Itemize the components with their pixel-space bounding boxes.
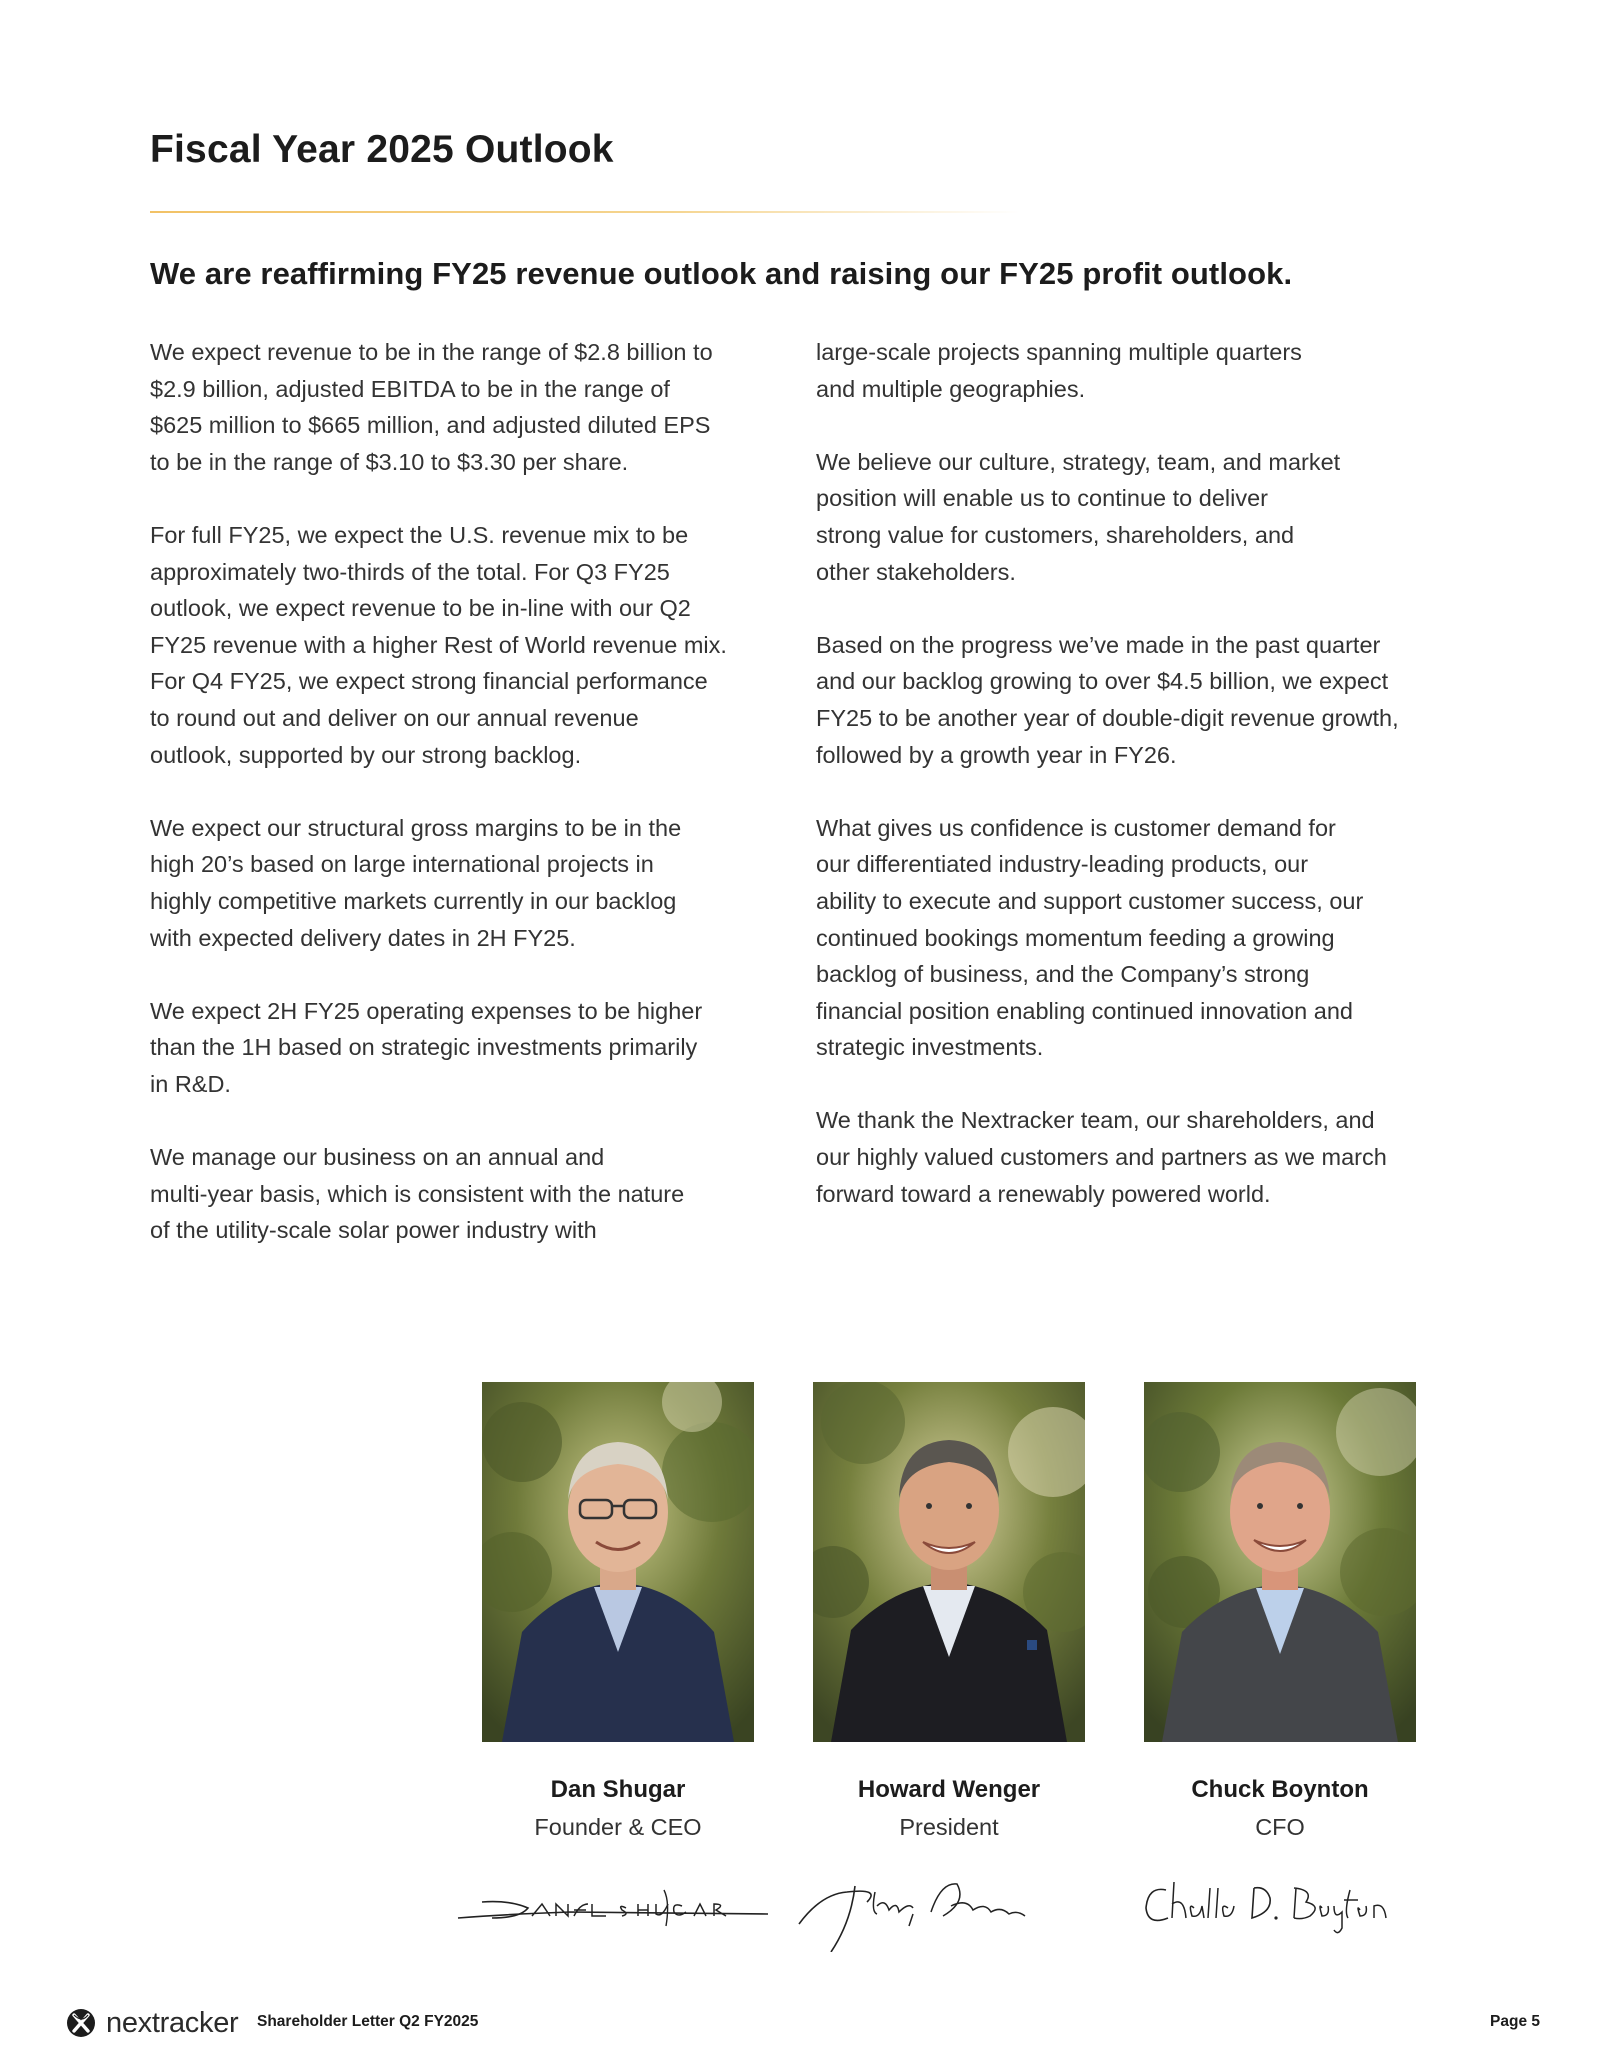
executive-title: CFO <box>1255 1814 1305 1840</box>
executive-title: Founder & CEO <box>534 1814 702 1840</box>
paragraph: We expect revenue to be in the range of $2.8 billion to $2.9 billion, adjusted EBITDA to be in the range of $625 million to $665 million, and adjusted diluted EPS to be in the range of $3.10 to $3.30 per share. <box>150 339 713 475</box>
signature-image <box>781 1852 1117 1952</box>
paragraph: large-scale projects spanning multiple quarters and multiple geographies. <box>816 339 1302 402</box>
logo-wordmark: nextracker <box>106 2006 239 2039</box>
executive-photo <box>813 1382 1085 1742</box>
executive-photo <box>1144 1382 1416 1742</box>
paragraph: We expect our structural gross margins to be in the high 20’s based on large international projects in highly competitive markets currently in our backlog with expected delivery dates in 2H FY25. <box>150 814 682 951</box>
left-column <box>150 334 790 1285</box>
right-column <box>816 334 1456 1249</box>
paragraph: We believe our culture, strategy, team, and market position will enable us to continue to deliver strong value for customers, shareholders, and other stakeholders. <box>816 448 1341 585</box>
executive-title: President <box>899 1814 999 1840</box>
executive-name: Dan Shugar <box>550 1776 686 1803</box>
executive-photo <box>482 1382 754 1742</box>
title-divider <box>150 211 1020 213</box>
paragraph: For full FY25, we expect the U.S. revenue mix to be approximately two-thirds of the total. For Q3 FY25 outlook, we expect revenue to be in-line with our Q2 FY25 revenue with a higher Rest of World revenue mix. For Q4 FY25, we expect strong financial performance to round out and deliver on our annual revenue outlook, supported by our strong backlog. <box>150 521 727 768</box>
page-number: Page 5 <box>1490 2013 1540 2030</box>
paragraph: We expect 2H FY25 operating expenses to be higher than the 1H based on strategic investments primarily in R&D. <box>150 997 703 1097</box>
signature-image <box>1112 1852 1448 1952</box>
section-subtitle: We are reaffirming FY25 revenue outlook and raising our FY25 profit outlook. <box>150 256 1293 291</box>
paragraph: Based on the progress we’ve made in the past quarter and our backlog growing to over $4.5 billion, we expect FY25 to be another year of double-digit revenue growth, followed by a growth year in FY26. <box>816 631 1399 768</box>
nextracker-x-icon <box>66 2008 96 2038</box>
signature-image <box>450 1852 786 1952</box>
page-title: Fiscal Year 2025 Outlook <box>150 128 614 171</box>
paragraph: We manage our business on an annual and multi-year basis, which is consistent with the nature of the utility-scale solar power industry with <box>150 1144 685 1244</box>
executive-name: Chuck Boynton <box>1191 1776 1369 1803</box>
paragraph: We thank the Nextracker team, our shareholders, and our highly valued customers and partners as we march forward toward a renewably powered world. <box>816 1107 1387 1207</box>
executive-name: Howard Wenger <box>857 1776 1041 1803</box>
footer-document-label: Shareholder Letter Q2 FY2025 <box>257 2013 479 2030</box>
nextracker-logo <box>66 2005 238 2041</box>
paragraph: What gives us confidence is customer demand for our differentiated industry-leading products, our ability to execute and support customer success, our continued bookings momentum feeding a growing backlog of business, and the Company’s strong financial position enabling continued innovation and strategic investments. <box>816 814 1364 1061</box>
